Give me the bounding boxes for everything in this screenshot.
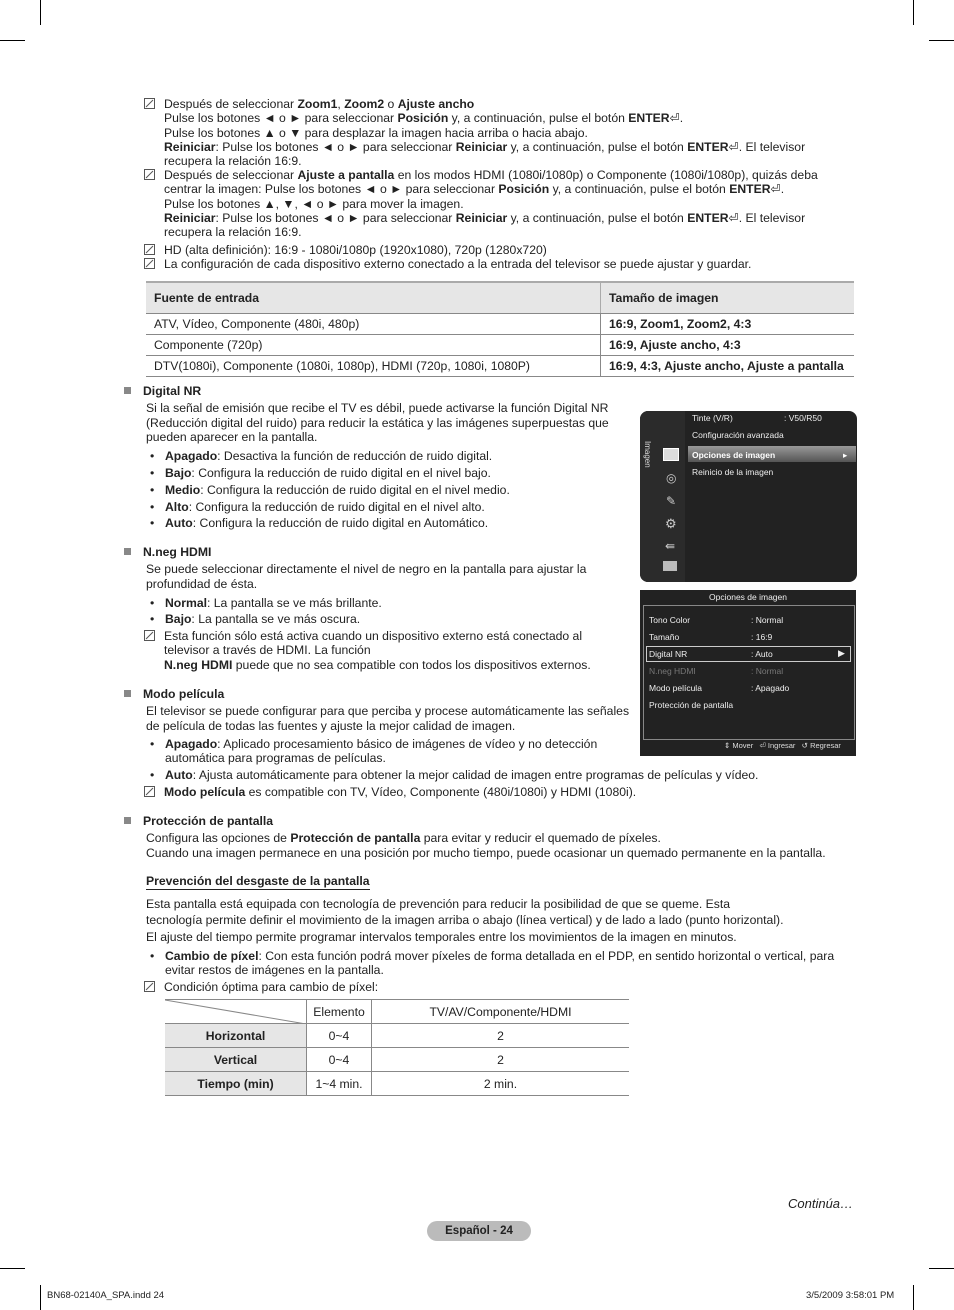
proteccion-desc: Configura las opciones de Protección de pantalla para evitar y reducir el quemado de píxeles. Cuando una imagen permanece en una posición por mucho tiempo, puede ocasionar un quemado permanente en la pantalla. xyxy=(146,831,826,860)
osd-picture-options: Opciones de imagen Tono Color : Normal Tamaño : 16:9 Digital NR : Auto ▶ N.neg HDMI : Normal Modo película : Apagado Protección de pantalla ⇕ Mover ⏎ Ingresar ↺ Regresar xyxy=(640,590,856,756)
table-row: Tiempo (min) 1~4 min. 2 min. xyxy=(165,1072,629,1096)
prevencion-desc: Esta pantalla está equipada con tecnología de prevención para reducir la posibilidad de que se queme. Esta tecnología permite definir el movimiento de la imagen arriba o abajo (línea vertical) y de lado a lado (punto horizontal). El ajuste del tiempo permite programar intervalos temporales entre los movimientos de la imagen en minutos. xyxy=(146,897,784,944)
osd-side-label: Imagen xyxy=(643,441,652,468)
table-header: TV/AV/Componente/HDMI xyxy=(372,1000,630,1024)
note-icon xyxy=(144,981,155,992)
return-icon: ↺ xyxy=(801,741,808,750)
sound-icon[interactable]: ◎ xyxy=(666,471,677,485)
note-zoom: Después de seleccionar Zoom1, Zoom2 o Ajuste ancho Pulse los botones ◄ o ► para seleccionar Posición y, a continuación, pulse el botón ENTER⏎. Pulse los botones ▲ o ▼ para desplazar la imagen hacia arriba o hacia abajo. Reiniciar: Pulse los botones ◄ o ► para seleccionar Reiniciar y, a continuación, pulse el botón ENTER⏎. El televisor recupera la relación 16:9. xyxy=(144,97,834,168)
osd-row-proteccion[interactable]: Protección de pantalla xyxy=(649,700,734,710)
list-item: • Cambio de píxel: Con esta función podrá mover píxeles de forma detallada en el PDP, en sentido horizontal o vertical, para evitar restos de imágenes en la pantalla. xyxy=(150,949,835,978)
note-config: La configuración de cada dispositivo externo conectado a la entrada del televisor se puede ajustar y guardar. xyxy=(144,257,834,271)
footer-date: 3/5/2009 3:58:01 PM xyxy=(806,1290,895,1301)
picture-icon[interactable] xyxy=(663,448,679,461)
list-item: • Apagado: Desactiva la función de reducción de ruido digital. xyxy=(150,449,493,463)
note-hd: HD (alta definición): 16:9 - 1080i/1080p (1920x1080), 720p (1280x720) xyxy=(144,243,834,257)
table-pixel-shift xyxy=(165,999,629,1096)
table-picture-size xyxy=(146,281,854,377)
gear-icon[interactable]: ⚙ xyxy=(665,516,677,531)
note-icon xyxy=(144,786,155,797)
modo-desc: El televisor se puede configurar para que perciba y procese automáticamente las señales de película de todas las fuentes y ajuste la mejor calidad de imagen. xyxy=(146,704,630,733)
table-header xyxy=(165,1000,307,1024)
table-row: Horizontal 0~4 2 xyxy=(165,1024,629,1048)
table-row: Componente (720p) 16:9, Ajuste ancho, 4:3 xyxy=(146,335,854,356)
enter-icon: ⏎ xyxy=(728,210,739,225)
note-icon xyxy=(144,98,155,109)
osd-row-advanced[interactable]: Configuración avanzada xyxy=(692,430,784,440)
subheading-prevencion: Prevención del desgaste de la pantalla xyxy=(146,874,370,888)
arrow-right-icon: ▶ xyxy=(838,648,845,658)
note-modo: Modo película es compatible con TV, Vídeo, Componente (480i/1080i) y HDMI (1080i). xyxy=(144,785,834,799)
osd-tint-value: : V50/R50 xyxy=(784,413,822,423)
note-ajuste: Después de seleccionar Ajuste a pantalla en los modos HDMI (1080i/1080p) o Componente (1080i/1080p), quizás deba centrar la imagen: Pulse los botones ◄ o ► para seleccionar Posición y, a continuación, pulse el botón ENTER⏎. Pulse los botones ▲, ▼, ◄ o ► para mover la imagen. Reiniciar: Pulse los botones ◄ o ► para seleccionar Reiniciar y, a continuación, pulse el botón ENTER⏎. El televisor recupera la relación 16:9. xyxy=(144,168,834,239)
note-pixel: Condición óptima para cambio de píxel: xyxy=(144,980,834,994)
list-item: • Alto: Configura la reducción de ruido digital en el nivel alto. xyxy=(150,500,485,514)
move-icon: ⇕ xyxy=(724,741,731,750)
application-icon[interactable] xyxy=(663,561,677,571)
input-icon[interactable]: ⇚ xyxy=(665,539,676,553)
note-icon xyxy=(144,630,155,641)
list-item: • Auto: Configura la reducción de ruido digital en Automático. xyxy=(150,516,489,530)
osd-row-digital-nr[interactable]: Digital NR xyxy=(649,649,688,659)
enter-icon: ⏎ xyxy=(728,139,739,154)
note-icon xyxy=(144,169,155,180)
osd-row-tint[interactable]: Tinte (V/R) xyxy=(692,413,733,423)
list-item: • Medio: Configura la reducción de ruido digital en el nivel medio. xyxy=(150,483,510,497)
table-header: Tamaño de imagen xyxy=(601,282,855,314)
note-icon xyxy=(144,244,155,255)
table-row: DTV(1080i), Componente (1080i, 1080p), HDMI (720p, 1080i, 1080P) 16:9, 4:3, Ajuste ancho, Ajuste a pantalla xyxy=(146,356,854,377)
enter-icon: ⏎ xyxy=(770,182,781,197)
list-item: • Auto: Ajusta automáticamente para obtener la mejor calidad de imagen entre programas de películas y vídeo. xyxy=(150,768,759,782)
osd-footer: ⇕ Mover ⏎ Ingresar ↺ Regresar xyxy=(724,741,841,750)
continua-label: Continúa… xyxy=(788,1196,854,1211)
osd-row-nneg: N.neg HDMI xyxy=(649,666,696,676)
nneg-desc: Se puede seleccionar directamente el nivel de negro en la pantalla para ajustar la profundidad de ésta. xyxy=(146,562,587,591)
osd-picture-menu xyxy=(640,411,857,582)
list-item: • Normal: La pantalla se ve más brillante. xyxy=(150,596,382,610)
osd-row-reset[interactable]: Reinicio de la imagen xyxy=(692,467,774,477)
list-item: • Apagado: Aplicado procesamiento básico de imágenes de vídeo y no detección automática para programas de películas. xyxy=(150,737,598,766)
osd-row-picture-options[interactable]: Opciones de imagen xyxy=(692,450,776,460)
osd-row-modo[interactable]: Modo película xyxy=(649,683,702,693)
section-modo-pelicula: Modo película xyxy=(124,687,224,701)
table-header: Fuente de entrada xyxy=(146,282,601,314)
arrow-right-icon: ▸ xyxy=(843,450,848,460)
osd-title: Opciones de imagen xyxy=(709,592,787,602)
enter-icon: ⏎ xyxy=(759,741,766,750)
footer-file: BN68-02140A_SPA.indd 24 xyxy=(47,1290,165,1301)
table-row: Vertical 0~4 2 xyxy=(165,1048,629,1072)
list-item: • Bajo: La pantalla se ve más oscura. xyxy=(150,612,361,626)
table-row: ATV, Vídeo, Componente (480i, 480p) 16:9, Zoom1, Zoom2, 4:3 xyxy=(146,314,854,335)
osd-row-tamano[interactable]: Tamaño xyxy=(649,632,680,642)
section-nneg-hdmi: N.neg HDMI xyxy=(124,545,211,559)
section-proteccion: Protección de pantalla xyxy=(124,814,273,828)
table-header: Elemento xyxy=(307,1000,372,1024)
osd-row-tono[interactable]: Tono Color xyxy=(649,615,691,625)
digital-nr-desc: Si la señal de emisión que recibe el TV es débil, puede activarse la función Digital NR (Reducción digital del ruido) para reducir la estática y las imágenes superpuestas que pueden aparecer en la pantalla. xyxy=(146,401,609,445)
section-digital-nr: Digital NR xyxy=(124,384,201,398)
list-item: • Bajo: Configura la reducción de ruido digital en el nivel bajo. xyxy=(150,466,491,480)
enter-icon: ⏎ xyxy=(669,111,680,126)
page-number: Español - 24 xyxy=(427,1221,531,1241)
note-icon xyxy=(144,258,155,269)
channel-icon[interactable]: ✎ xyxy=(666,494,677,508)
note-nneg: Esta función sólo está activa cuando un dispositivo externo está conectado al televisor a través de HDMI. La función N.neg HDMI puede que no sea compatible con todos los dispositivos externos. xyxy=(144,629,834,672)
